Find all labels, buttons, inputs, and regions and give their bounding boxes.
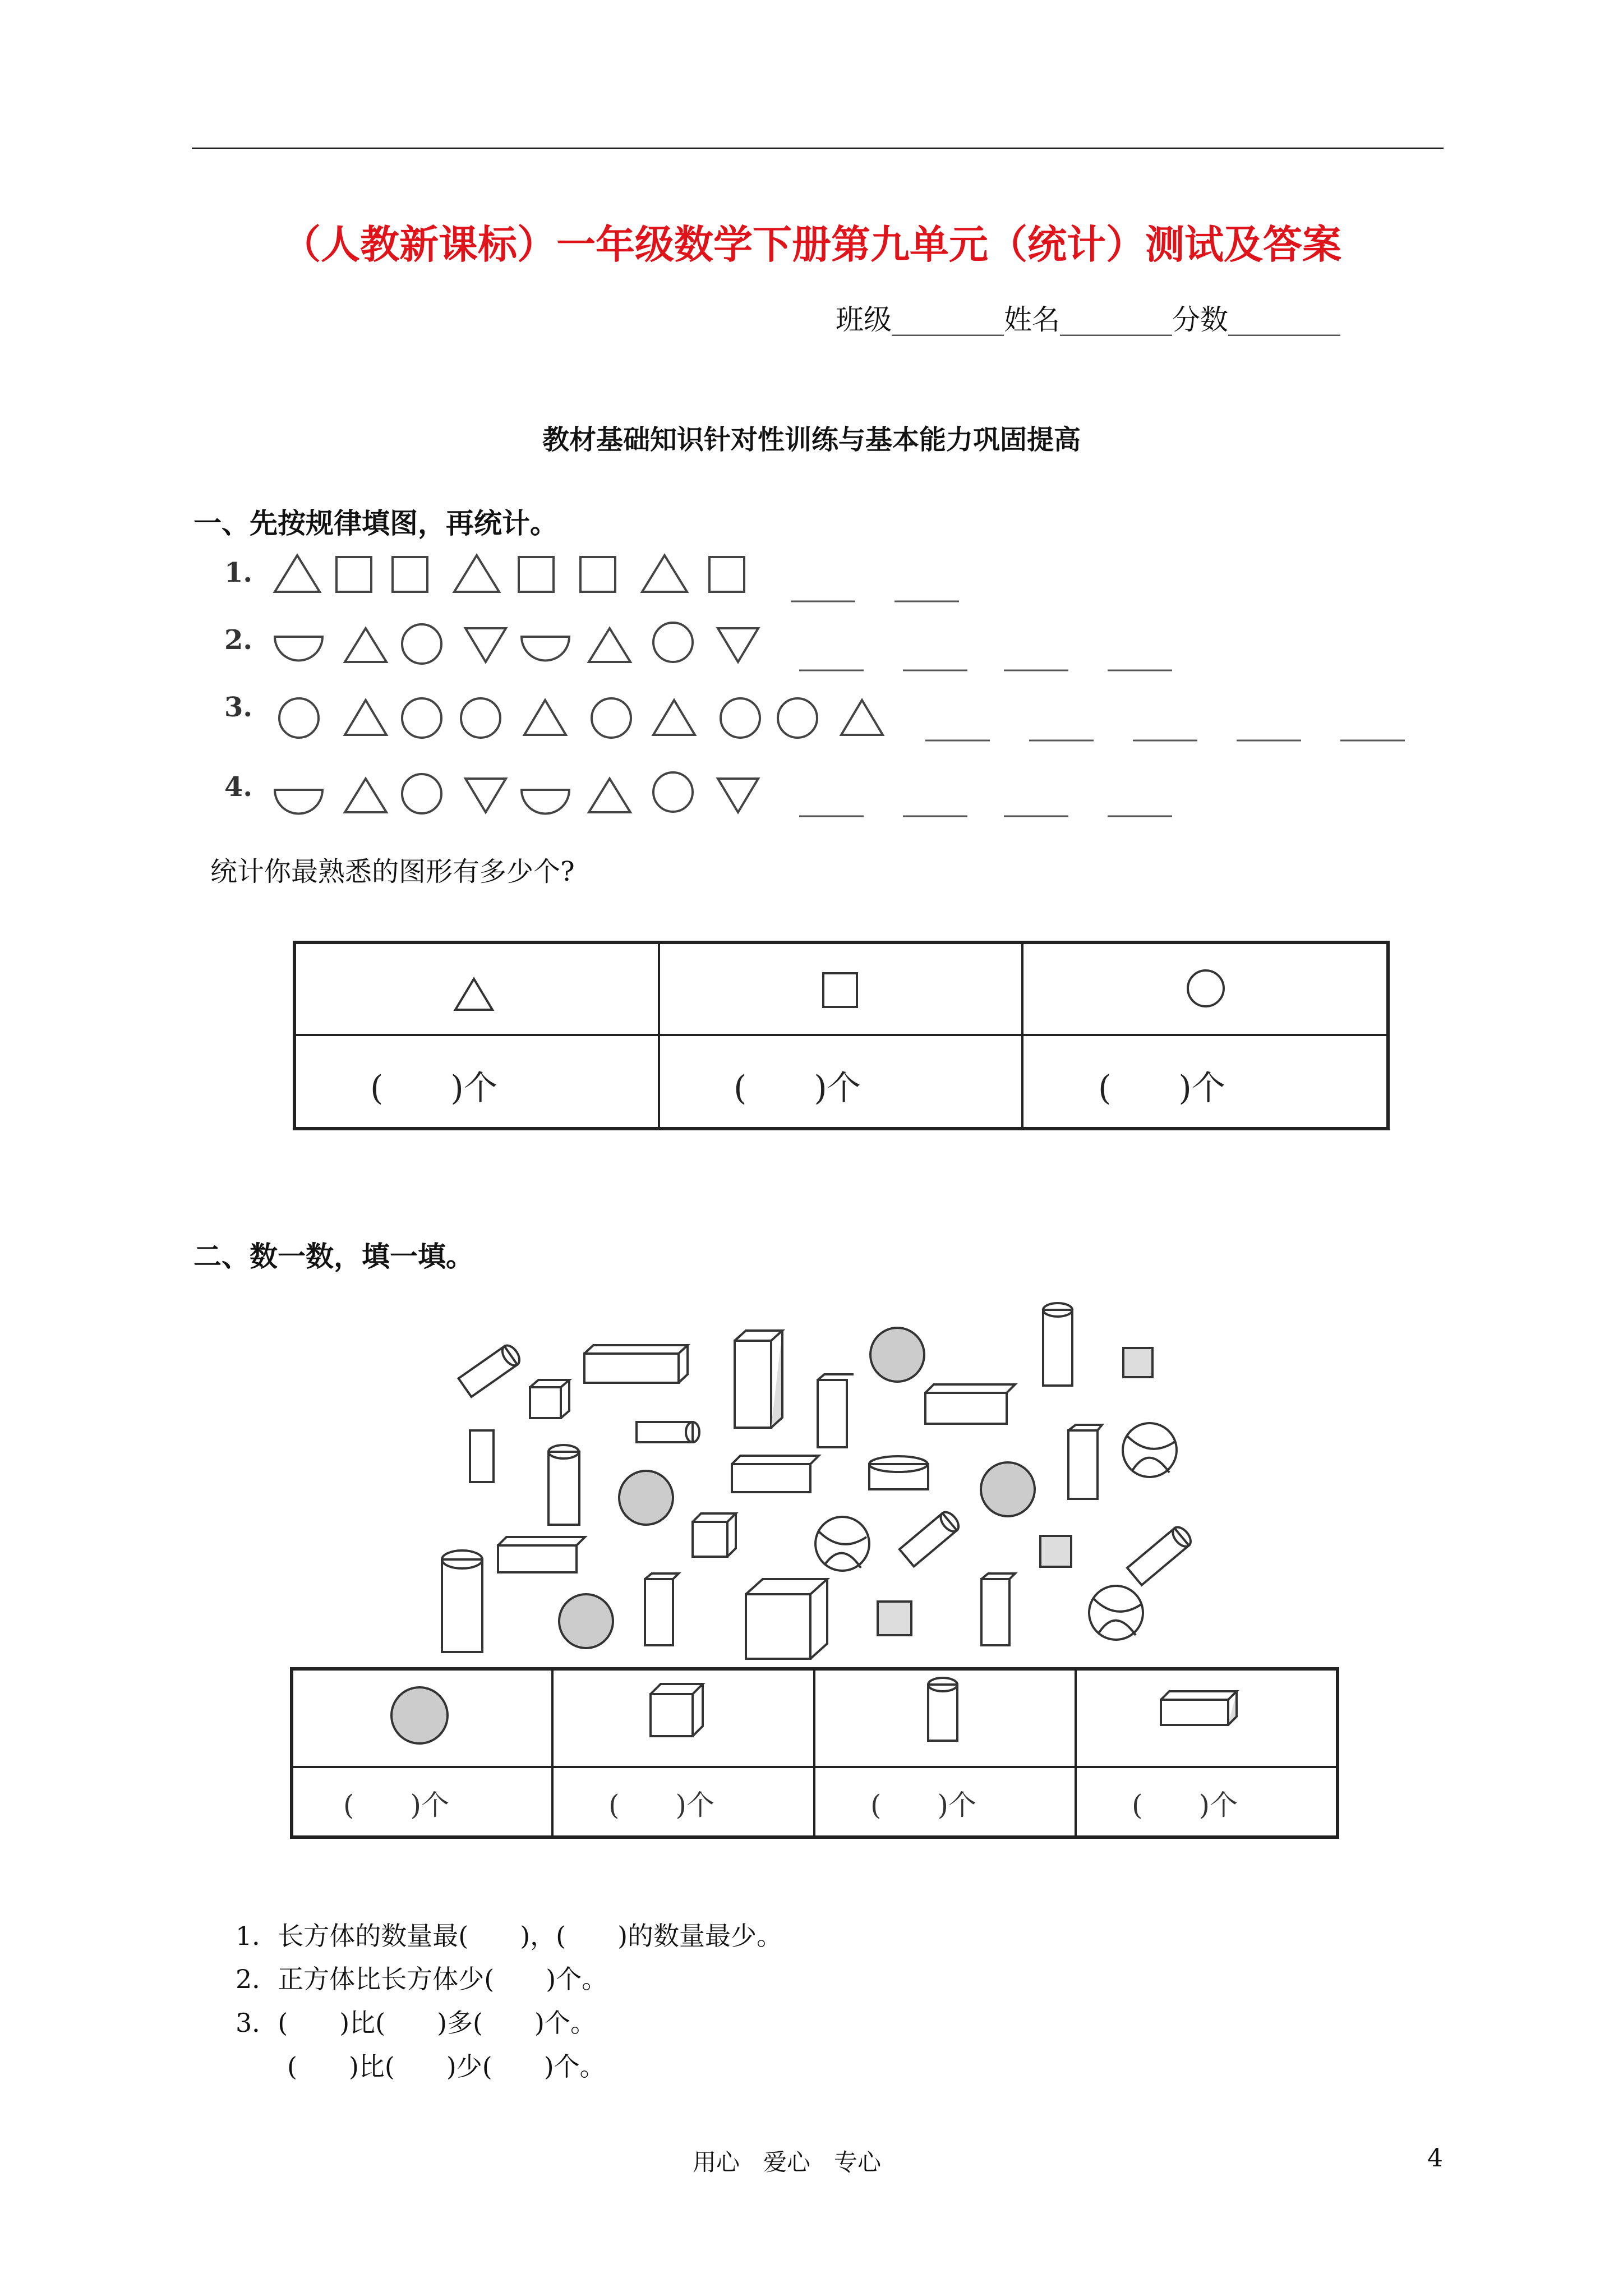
- triangle-shape: [345, 779, 386, 812]
- cube-shape: [693, 1513, 736, 1557]
- cuboid-shape: [818, 1374, 854, 1447]
- cube-shape: [1040, 1536, 1071, 1567]
- section2-heading: 二、数一数，填一填。: [193, 1240, 474, 1273]
- cube-shape: [530, 1380, 569, 1418]
- cube-shape: [746, 1579, 827, 1659]
- semicircle-shape: [522, 790, 569, 814]
- cylinder-shape: [900, 1509, 962, 1567]
- cuboid-shape: [981, 1573, 1015, 1645]
- table2-count-cuboid[interactable]: ( )个: [1132, 1789, 1238, 1821]
- triangle-shape: [275, 555, 320, 592]
- square-shape: [336, 557, 371, 592]
- cube-icon: [651, 1684, 703, 1736]
- inverted-triangle-shape: [718, 779, 758, 812]
- ball-shape: [1123, 1423, 1177, 1477]
- cylinder-shape: [637, 1422, 699, 1442]
- row-number-3: 3.: [224, 692, 253, 723]
- triangle-shape: [653, 700, 695, 735]
- circle-shape: [461, 698, 500, 738]
- triangle-shape: [642, 555, 687, 592]
- circle-shape: [592, 698, 631, 738]
- solids-picture: [442, 1303, 1194, 1659]
- sphere-shape: [981, 1462, 1035, 1516]
- inverted-triangle-shape: [465, 779, 506, 812]
- sphere-shape: [559, 1594, 613, 1648]
- cuboid-shape: [498, 1537, 585, 1572]
- triangle-shape: [589, 628, 630, 662]
- inverted-triangle-shape: [465, 628, 506, 662]
- ball-shape: [815, 1517, 869, 1571]
- cylinder-shape: [459, 1342, 523, 1397]
- page-title: （人教新课标）一年级数学下册第九单元（统计）测试及答案: [282, 222, 1341, 268]
- cube-shape: [878, 1602, 911, 1635]
- table1-count-triangle[interactable]: ( )个: [370, 1069, 497, 1108]
- ball-shape: [1089, 1586, 1143, 1640]
- cuboid-shape: [735, 1331, 782, 1428]
- triangle-shape: [345, 628, 386, 662]
- question-1: 1．长方体的数量最( )，( )的数量最少。: [236, 1921, 783, 1951]
- circle-shape: [653, 623, 693, 662]
- section1-prompt: 统计你最熟悉的图形有多少个?: [210, 856, 575, 887]
- sphere-shape: [619, 1471, 673, 1525]
- pattern-row-4: [275, 772, 758, 814]
- question-3a: 3．( )比( )多( )个。: [236, 2008, 596, 2038]
- subtitle: 教材基础知识针对性训练与基本能力巩固提高: [542, 424, 1081, 455]
- cuboid-shape: [1068, 1425, 1102, 1499]
- triangle-shape: [454, 555, 499, 592]
- cylinder-shape: [1127, 1524, 1194, 1585]
- table1-count-square[interactable]: ( )个: [734, 1069, 861, 1108]
- sphere-icon: [391, 1687, 448, 1743]
- triangle-shape: [841, 700, 883, 735]
- cylinder-icon: [928, 1678, 957, 1741]
- triangle-shape: [524, 700, 566, 735]
- cuboid-shape: [470, 1430, 494, 1482]
- square-shape: [709, 557, 744, 592]
- student-info-line: 班级________姓名________分数________: [836, 303, 1340, 336]
- square-shape: [519, 557, 554, 592]
- circle-icon: [1188, 970, 1224, 1006]
- cylinder-shape: [1043, 1303, 1072, 1386]
- semicircle-shape: [275, 637, 322, 661]
- pattern-row-3: [279, 698, 883, 738]
- table1-count-circle[interactable]: ( )个: [1098, 1069, 1225, 1108]
- circle-shape: [653, 772, 693, 812]
- inverted-triangle-shape: [718, 628, 758, 662]
- cylinder-shape: [869, 1456, 928, 1489]
- row-number-2: 2.: [224, 624, 253, 656]
- semicircle-shape: [522, 637, 569, 661]
- row-number-4: 4.: [224, 771, 253, 803]
- semicircle-shape: [275, 790, 322, 814]
- cube-shape: [1123, 1348, 1152, 1377]
- circle-shape: [778, 698, 817, 738]
- circle-shape: [402, 698, 441, 738]
- triangle-shape: [345, 700, 386, 735]
- square-shape: [393, 557, 427, 592]
- table2-count-cylinder[interactable]: ( )个: [870, 1789, 977, 1821]
- square-shape: [580, 557, 615, 592]
- triangle-icon: [455, 979, 492, 1010]
- question-2: 2．正方体比长方体少( )个。: [236, 1964, 608, 1994]
- table2-count-cube[interactable]: ( )个: [608, 1789, 715, 1821]
- cylinder-shape: [548, 1445, 579, 1525]
- row-number-1: 1.: [224, 557, 253, 588]
- question-3b: ( )比( )少( )个。: [236, 2051, 606, 2082]
- cuboid-shape: [584, 1345, 688, 1383]
- square-icon: [823, 973, 857, 1007]
- circle-shape: [402, 774, 441, 813]
- circle-shape: [279, 698, 319, 738]
- cylinder-shape: [442, 1550, 482, 1652]
- triangle-shape: [589, 779, 630, 812]
- cuboid-shape: [925, 1384, 1015, 1424]
- page-number: 4: [1427, 2144, 1443, 2173]
- cuboid-shape: [645, 1573, 679, 1645]
- circle-shape: [402, 624, 441, 664]
- footer-text: 用心 爱心 专心: [693, 2148, 882, 2176]
- pattern-row-1: [275, 555, 744, 592]
- table2-count-sphere[interactable]: ( )个: [343, 1789, 450, 1821]
- answer-blanks: [791, 601, 1405, 816]
- cuboid-shape: [732, 1456, 819, 1492]
- circle-shape: [721, 698, 760, 738]
- cuboid-icon: [1161, 1691, 1237, 1725]
- sphere-shape: [870, 1328, 924, 1382]
- section1-heading: 一、先按规律填图，再统计。: [193, 507, 558, 540]
- pattern-row-2: [275, 623, 758, 664]
